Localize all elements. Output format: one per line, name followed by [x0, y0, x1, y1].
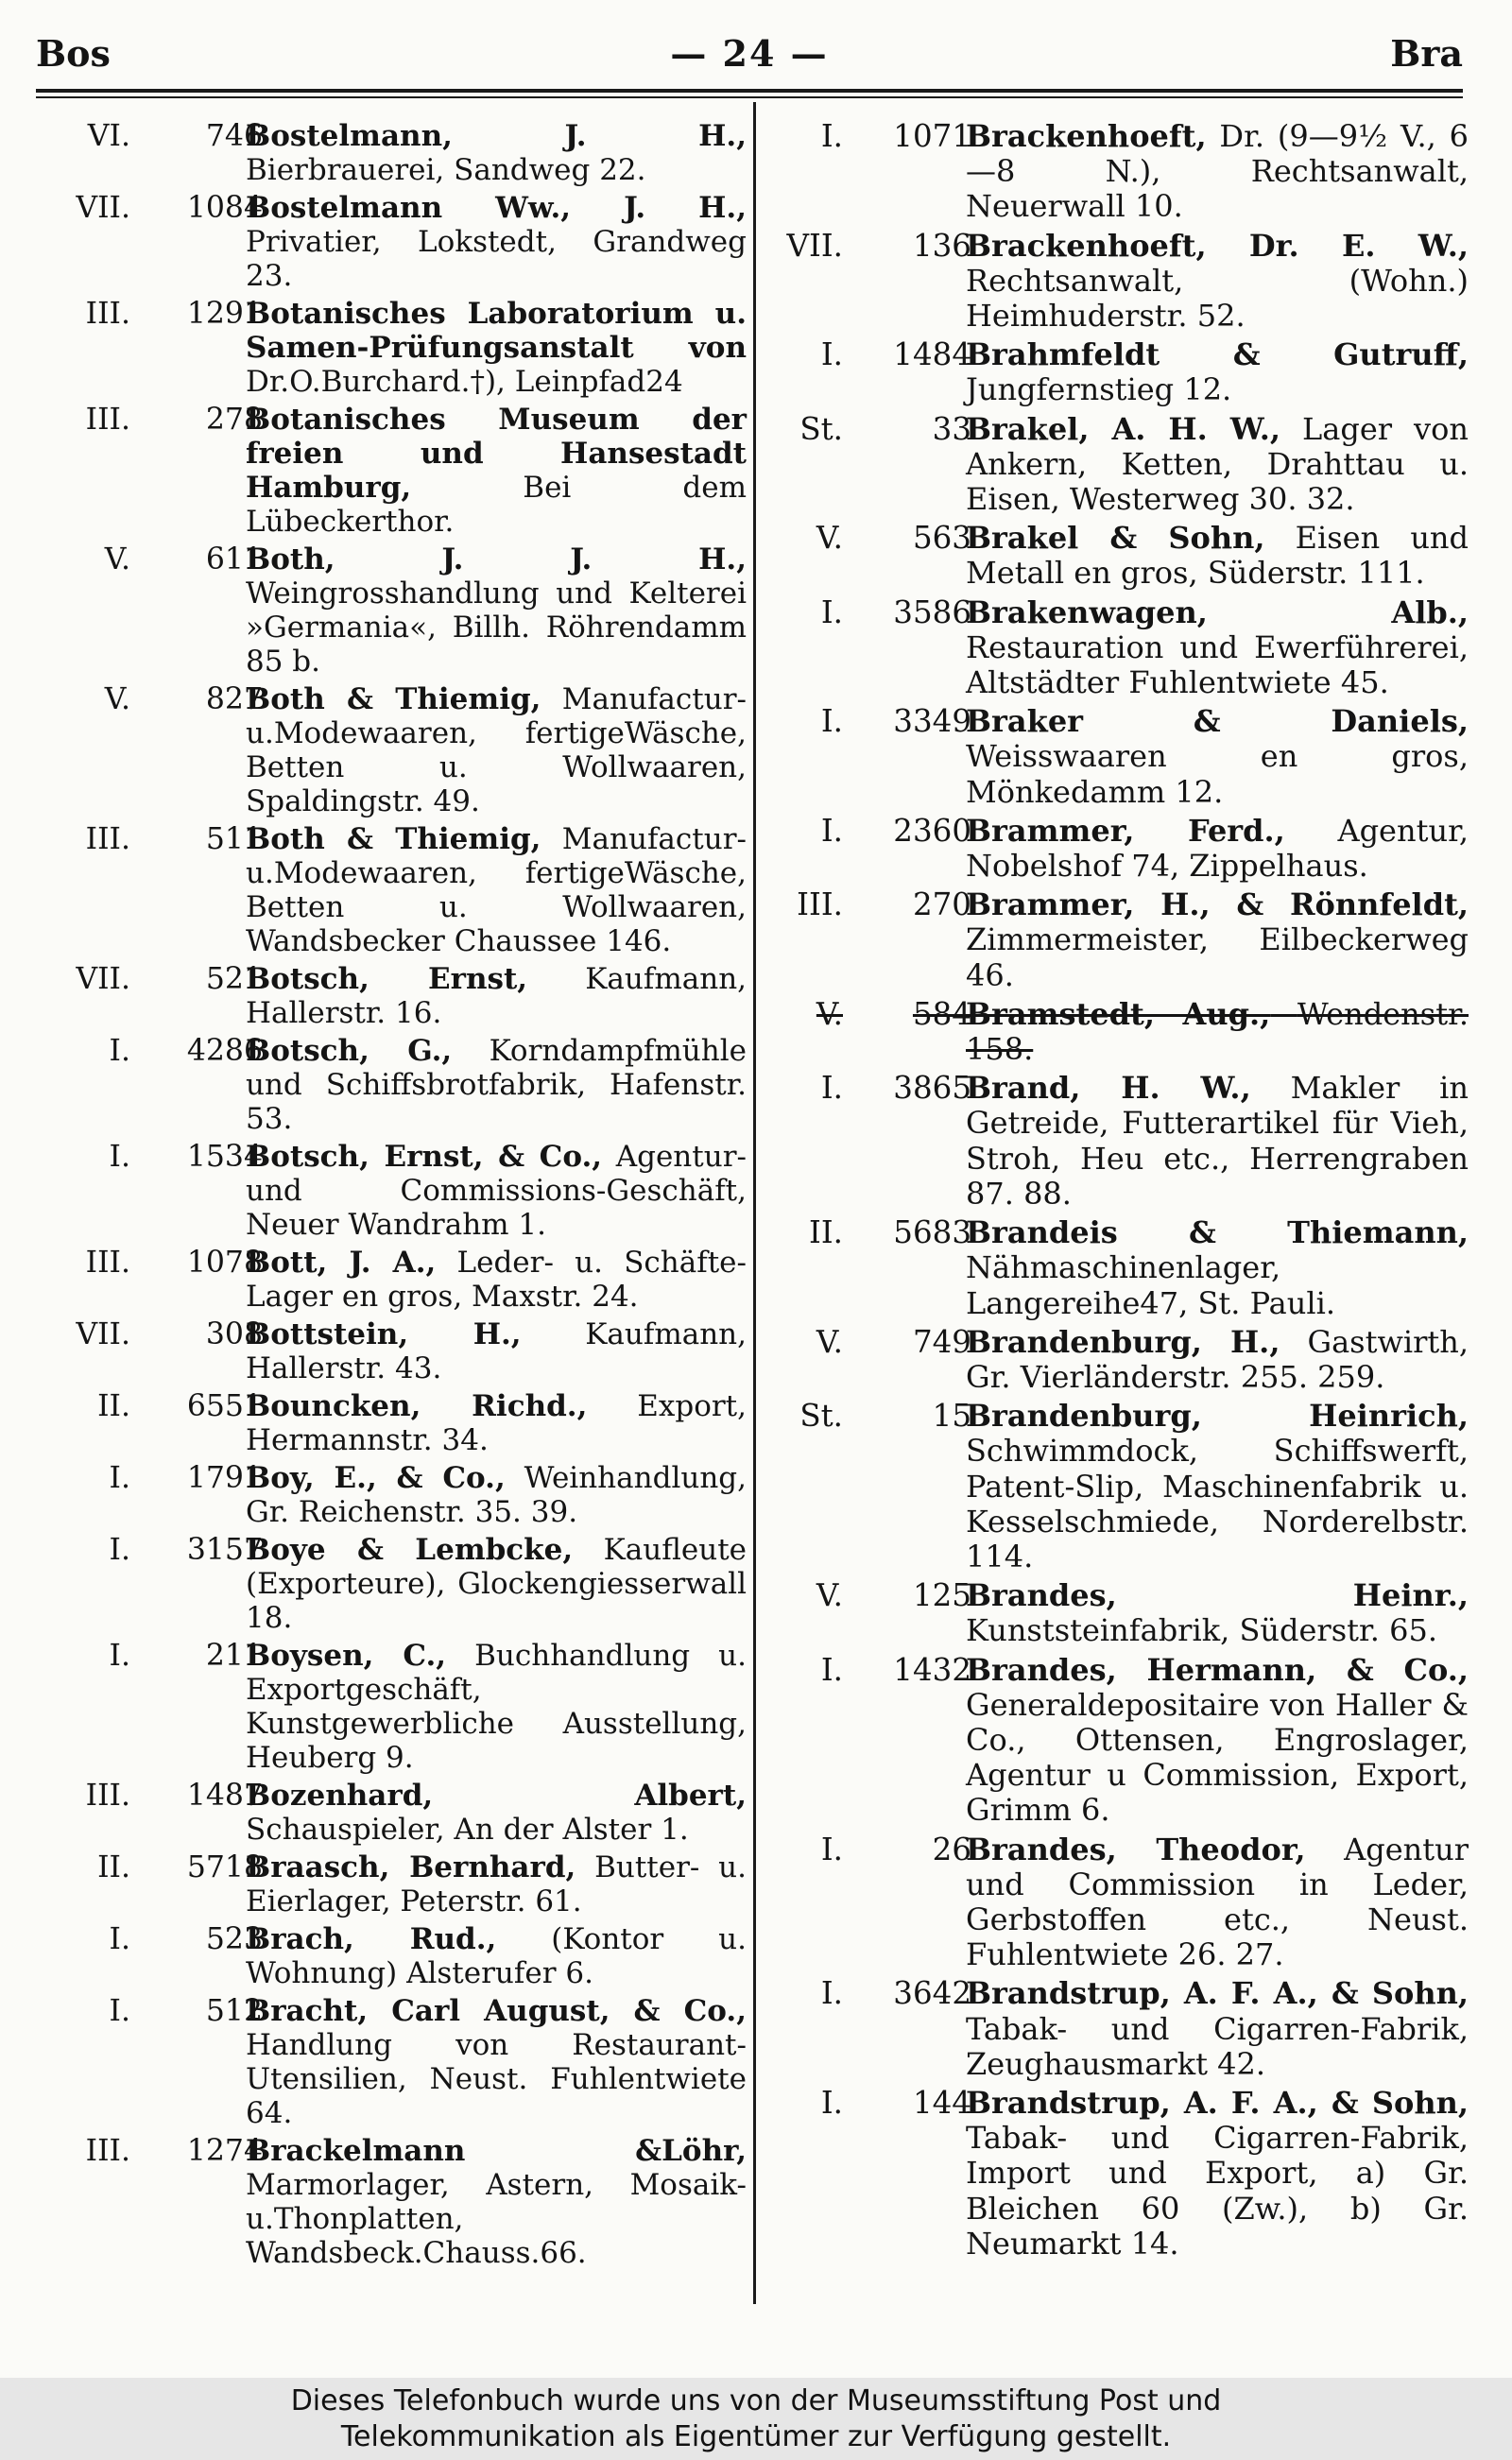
directory-entry [36, 1779, 747, 1847]
entry-details: Agentur- und Commissions-Geschäft, Neuer Wandrahm 1. [246, 1140, 747, 1242]
column-divider [753, 102, 756, 2304]
entry-name: Brandes, Hermann, & Co., [966, 1651, 1469, 1688]
entry-district: VII. [76, 191, 130, 225]
entry-phone-number: 1078 [186, 1246, 263, 1280]
header-first-entry-keyword: Bos [36, 32, 111, 75]
entry-text [966, 521, 1469, 591]
entry-phone-number: 512 [205, 1994, 263, 2028]
entry-district: V. [816, 1323, 843, 1360]
entry-name: Botsch, Ernst, [246, 962, 528, 996]
entry-district: VII. [76, 1317, 130, 1351]
entry-phone-number: 26 [932, 1831, 971, 1867]
directory-entry [36, 822, 747, 958]
entry-text [246, 1994, 747, 2130]
entry-district: I. [109, 1533, 130, 1567]
directory-entry [767, 595, 1469, 701]
directory-entry [36, 962, 747, 1030]
entry-details: Handlung von Restaurant-Utensilien, Neust. Fuhlentwiete 64. [246, 2028, 747, 2130]
entry-details: Kaufleute (Exporteure), Glockengiesserwall 18. [246, 1533, 747, 1635]
entry-name: Boysen, C., [246, 1639, 447, 1673]
entry-district: I. [109, 1461, 130, 1495]
entry-district: I. [820, 703, 843, 740]
entry-district: VII. [786, 227, 843, 264]
entry-phone-number: 5718 [186, 1850, 263, 1884]
directory-entry [36, 403, 747, 539]
directory-entry [36, 1533, 747, 1635]
entry-name: Bottstein, H., [246, 1317, 522, 1351]
directory-entry [36, 1034, 747, 1136]
directory-entry [36, 682, 747, 818]
directory-entry [767, 337, 1469, 407]
entry-district: I. [820, 1070, 843, 1107]
entry-district: V. [104, 542, 130, 576]
entry-text [246, 1140, 747, 1242]
entry-name: Brackelmann &Löhr, [246, 2134, 747, 2168]
entry-phone-number: 746 [205, 119, 263, 153]
directory-entry [36, 1317, 747, 1385]
directory-entry [36, 1246, 747, 1314]
entry-name: Brach, Rud., [246, 1922, 497, 1956]
directory-entry [36, 1639, 747, 1775]
entry-phone-number: 308 [205, 1317, 263, 1351]
entry-text [246, 1533, 747, 1635]
entry-text [246, 962, 747, 1030]
entry-district: I. [820, 1975, 843, 2012]
entry-name: Bramstedt, Aug., [966, 995, 1271, 1032]
directory-entry [767, 887, 1469, 993]
entry-district: I. [109, 1922, 130, 1956]
entry-text [246, 1317, 747, 1385]
entry-text [246, 682, 747, 818]
directory-entry [767, 704, 1469, 810]
entry-name: Brandes, Theodor, [966, 1831, 1306, 1867]
entry-name: Braker & Daniels, [966, 703, 1469, 740]
entry-name: Brackenhoeft, Dr. E. W., [966, 227, 1469, 264]
entry-district: III. [85, 1246, 130, 1280]
entry-phone-number: 211 [205, 1639, 263, 1673]
entry-district: III. [85, 822, 130, 856]
entry-phone-number: 33 [932, 410, 971, 447]
entry-text [966, 1578, 1469, 1648]
entry-district: St. [799, 1398, 843, 1435]
entry-phone-number: 1432 [893, 1651, 971, 1688]
entry-name: Bozenhard, Albert, [246, 1779, 747, 1813]
directory-entry [36, 1850, 747, 1918]
entry-text [966, 412, 1469, 518]
directory-entry [767, 1215, 1469, 1321]
entry-district: III. [85, 2134, 130, 2168]
entry-details: Kaufmann, Hallerstr. 43. [246, 1317, 747, 1385]
entry-details: Buchhandlung u. Exportgeschäft, Kunstgewerbliche Ausstellung, Heuberg 9. [246, 1639, 747, 1775]
entry-name: Both, J. J. H., [246, 542, 747, 576]
entry-text [246, 1779, 747, 1847]
entry-district: VII. [76, 962, 130, 996]
entry-phone-number: 136 [912, 227, 971, 264]
entry-district: V. [816, 1577, 843, 1614]
entry-district: III. [85, 297, 130, 331]
entry-name: Brahmfeldt & Gutruff, [966, 336, 1469, 373]
entry-phone-number: 2360 [893, 812, 971, 849]
entry-details: Weinhandlung, Gr. Reichenstr. 35. 39. [246, 1461, 747, 1529]
entry-district: V. [816, 995, 843, 1032]
directory-entry [767, 2086, 1469, 2262]
header-rule-thick [36, 89, 1463, 93]
entry-phone-number: 3865 [893, 1070, 971, 1107]
entry-phone-number: 1291 [186, 297, 263, 331]
entry-phone-number: 1084 [186, 191, 263, 225]
entry-district: V. [816, 520, 843, 557]
footer-line-2: Telekommunikation als Eigentümer zur Verfügung gestellt. [340, 2420, 1172, 2453]
entry-name: Brandenburg, Heinrich, [966, 1398, 1469, 1435]
entry-phone-number: 3349 [893, 703, 971, 740]
entry-name: Brakenwagen, Alb., [966, 593, 1469, 630]
entry-details: Agentur und Commission in Leder, Gerbstoffen etc., Neust. Fuhlentwiete 26. 27. [966, 1831, 1469, 1973]
entry-phone-number: 4286 [186, 1034, 263, 1068]
entry-text [246, 1461, 747, 1529]
entry-details: Weisswaaren en gros, Mönkedamm 12. [966, 738, 1469, 810]
entry-details: Tabak- und Cigarren-Fabrik, Zeughausmarkt 42. [966, 2010, 1469, 2082]
footer-notice [0, 2378, 1512, 2460]
entry-phone-number: 1534 [186, 1140, 263, 1174]
entry-district: II. [97, 1850, 130, 1884]
entry-details: (Kontor u. Wohnung) Alsterufer 6. [246, 1922, 747, 1990]
entry-text [246, 1922, 747, 1990]
entry-district: III. [85, 403, 130, 437]
entry-phone-number: 611 [205, 542, 263, 576]
entry-details: Generaldepositaire von Haller & Co., Ottensen, Engroslager, Agentur u Commission, Export, Grimm 6. [966, 1686, 1469, 1829]
entry-text [966, 814, 1469, 884]
entry-details: Rechtsanwalt, (Wohn.) Heimhuderstr. 52. [966, 262, 1469, 335]
entry-district: I. [109, 1639, 130, 1673]
directory-entry [767, 521, 1469, 591]
entry-name: Bostelmann, J. H., [246, 119, 747, 153]
directory-entry [767, 1578, 1469, 1648]
entry-text [966, 704, 1469, 810]
entry-details: Kunststeinfabrik, Süderstr. 65. [966, 1612, 1437, 1649]
directory-entry [36, 1461, 747, 1529]
entry-text [246, 297, 747, 399]
directory-entry [36, 191, 747, 293]
entry-details: Korndampfmühle und Schiffsbrotfabrik, Hafenstr. 53. [246, 1034, 747, 1136]
entry-name: Brandstrup, A. F. A., & Sohn, [966, 2084, 1469, 2121]
entry-details: Schauspieler, An der Alster 1. [246, 1813, 689, 1847]
entry-district: III. [85, 1779, 130, 1813]
entry-text [966, 119, 1469, 225]
directory-entry [767, 1832, 1469, 1973]
entry-text [966, 1832, 1469, 1973]
entry-details: Tabak- und Cigarren-Fabrik, Import und Export, a) Gr. Bleichen 60 (Zw.), b) Gr. Neumarkt 14. [966, 2120, 1469, 2262]
directory-entry [36, 1389, 747, 1457]
directory-entry [767, 119, 1469, 225]
entry-name: Brandstrup, A. F. A., & Sohn, [966, 1975, 1469, 2012]
directory-entry [767, 997, 1469, 1067]
entry-name: Bouncken, Richd., [246, 1389, 588, 1423]
entry-name: Brackenhoeft, [966, 118, 1207, 154]
entry-phone-number: 3157 [186, 1533, 263, 1567]
entry-name: Boy, E., & Co., [246, 1461, 506, 1495]
entry-name: Brandes, Heinr., [966, 1577, 1469, 1614]
entry-text [966, 997, 1469, 1067]
directory-entry [36, 119, 747, 187]
entry-details: Lager von Ankern, Ketten, Drahttau u. Eisen, Westerweg 30. 32. [966, 410, 1469, 518]
footer-line-1: Dieses Telefonbuch wurde uns von der Museumsstiftung Post und [290, 2384, 1222, 2417]
directory-entry [767, 229, 1469, 335]
entry-text [966, 1071, 1469, 1212]
entry-district: I. [820, 812, 843, 849]
entry-details: Wendenstr. 158. [966, 995, 1469, 1068]
entry-name: Bracht, Carl August, & Co., [246, 1994, 747, 2028]
page-header [36, 28, 1463, 77]
header-rule-thin [36, 96, 1463, 98]
entry-text [966, 2086, 1469, 2262]
entry-text [246, 403, 747, 539]
entry-text [966, 337, 1469, 407]
entry-name: Braasch, Bernhard, [246, 1850, 576, 1884]
directory-entry [36, 1140, 747, 1242]
entry-phone-number: 270 [912, 886, 971, 923]
entry-details: Agentur, Nobelshof 74, Zippelhaus. [966, 812, 1469, 885]
entry-phone-number: 1484 [893, 336, 971, 373]
entry-name: Botsch, Ernst, & Co., [246, 1140, 603, 1174]
entry-phone-number: 15 [932, 1398, 971, 1435]
entry-phone-number: 1071 [893, 118, 971, 154]
directory-entry [767, 1071, 1469, 1212]
entry-text [246, 119, 747, 187]
entry-phone-number: 278 [205, 403, 263, 437]
entry-details: Privatier, Lokstedt, Grandweg 23. [246, 225, 747, 293]
entry-name: Both & Thiemig, [246, 682, 541, 716]
entry-name: Bott, J. A., [246, 1246, 437, 1280]
entry-text [246, 191, 747, 293]
entry-district: I. [820, 1651, 843, 1688]
entry-details: Manufactur- u.Modewaaren, fertigeWäsche, Betten u. Wollwaaren, Spaldingstr. 49. [246, 682, 747, 818]
entry-name: Brammer, Ferd., [966, 812, 1285, 849]
entry-district: I. [820, 1831, 843, 1867]
directory-entry [36, 1994, 747, 2130]
entry-name: Brakel & Sohn, [966, 520, 1265, 557]
entry-details: Makler in Getreide, Futterartikel für Vieh, Stroh, Heu etc., Herrengraben 87. 88. [966, 1070, 1469, 1212]
entry-details: Jungfernstieg 12. [966, 371, 1232, 408]
entry-phone-number: 144 [912, 2084, 971, 2121]
entry-details: Zimmermeister, Eilbeckerweg 46. [966, 921, 1469, 993]
entry-phone-number: 3586 [893, 593, 971, 630]
entry-district: I. [820, 593, 843, 630]
entry-name: Brandenburg, H., [966, 1323, 1280, 1360]
entry-text [966, 1976, 1469, 2082]
entry-details: Butter- u. Eierlager, Peterstr. 61. [246, 1850, 747, 1918]
entry-name: Brammer, H., & Rönnfeldt, [966, 886, 1469, 923]
entry-details: Restauration und Ewerführerei, Altstädter Fuhlentwiete 45. [966, 628, 1469, 701]
entry-phone-number: 5683 [893, 1214, 971, 1251]
entry-district: I. [109, 1140, 130, 1174]
entry-phone-number: 521 [205, 962, 263, 996]
entry-details: Bei dem Lübeckerthor. [246, 471, 747, 539]
header-last-entry-keyword: Bra [1390, 32, 1463, 75]
directory-entry [767, 1399, 1469, 1574]
directory-entry [36, 297, 747, 399]
entry-district: I. [820, 336, 843, 373]
entry-phone-number: 511 [205, 822, 263, 856]
entry-details: Gastwirth, Gr. Vierländerstr. 255. 259. [966, 1323, 1469, 1395]
entry-name: Brand, H. W., [966, 1070, 1251, 1107]
entry-details: Leder- u. Schäfte-Lager en gros, Maxstr. 24. [246, 1246, 747, 1314]
directory-entry [767, 1976, 1469, 2082]
entry-name: Boye & Lembcke, [246, 1533, 574, 1567]
entry-district: I. [820, 118, 843, 154]
directory-entry [767, 1325, 1469, 1395]
entry-details: Nähmaschinenlager, Langereihe47, St. Pauli. [966, 1249, 1335, 1321]
directory-entry [36, 1922, 747, 1990]
entry-name: Both & Thiemig, [246, 822, 541, 856]
entry-details: Eisen und Metall en gros, Süderstr. 111. [966, 520, 1469, 592]
entry-text [966, 1653, 1469, 1829]
entry-phone-number: 3642 [893, 1975, 971, 2012]
entry-name: Botanisches Museum der freien und Hansestadt Hamburg, [246, 403, 747, 505]
entry-details: Manufactur- u.Modewaaren, fertigeWäsche, Betten u. Wollwaaren, Wandsbecker Chaussee 146. [246, 822, 747, 958]
entry-district: St. [799, 410, 843, 447]
entry-name: Bostelmann Ww., J. H., [246, 191, 747, 225]
entry-text [246, 542, 747, 679]
entry-phone-number: 584 [912, 995, 971, 1032]
entry-district: II. [808, 1214, 843, 1251]
directory-entry [767, 1653, 1469, 1829]
entry-phone-number: 6551 [186, 1389, 263, 1423]
entry-district: I. [109, 1034, 130, 1068]
entry-name: Botanisches Laboratorium u. Samen-Prüfungsanstalt von [246, 297, 747, 365]
page-number: — 24 — [670, 32, 829, 75]
entry-text [966, 1325, 1469, 1395]
entry-text [246, 822, 747, 958]
directory-entry [767, 412, 1469, 518]
entry-phone-number: 827 [205, 682, 263, 716]
entry-details: Bierbrauerei, Sandweg 22. [246, 153, 646, 187]
directory-entry [36, 542, 747, 679]
entry-phone-number: 1274 [186, 2134, 263, 2168]
entry-district: II. [97, 1389, 130, 1423]
entry-text [246, 1639, 747, 1775]
entry-details: Kaufmann, Hallerstr. 16. [246, 962, 747, 1030]
entry-name: Botsch, G., [246, 1034, 453, 1068]
entry-text [966, 887, 1469, 993]
entry-text [966, 1399, 1469, 1574]
entry-text [966, 1215, 1469, 1321]
entry-district: III. [797, 886, 843, 923]
entry-text [246, 2134, 747, 2270]
directory-entry [767, 814, 1469, 884]
entry-phone-number: 749 [912, 1323, 971, 1360]
entry-text [246, 1246, 747, 1314]
entry-district: V. [104, 682, 130, 716]
entry-district: I. [820, 2084, 843, 2121]
entry-text [966, 595, 1469, 701]
left-column [36, 119, 747, 2274]
right-column [767, 119, 1469, 2265]
entry-details: Export, Hermannstr. 34. [246, 1389, 747, 1457]
entry-phone-number: 125 [912, 1577, 971, 1614]
entry-name: Brakel, A. H. W., [966, 410, 1280, 447]
entry-district: VI. [87, 119, 130, 153]
entry-text [246, 1389, 747, 1457]
directory-entry [36, 2134, 747, 2270]
entry-text [246, 1034, 747, 1136]
entry-details: Dr. (9—9½ V., 6—8 N.), Rechtsanwalt, Neuerwall 10. [966, 118, 1469, 225]
entry-text [246, 1850, 747, 1918]
entry-details: Dr.O.Burchard.†), Leinpfad24 [246, 365, 683, 399]
entry-phone-number: 1791 [186, 1461, 263, 1495]
entry-details: Weingrosshandlung und Kelterei »Germania«, Billh. Röhrendamm 85 b. [246, 576, 747, 679]
entry-text [966, 229, 1469, 335]
entry-details: Marmorlager, Astern, Mosaik- u.Thonplatten, Wandsbeck.Chauss.66. [246, 2168, 747, 2270]
entry-details: Schwimmdock, Schiffswerft, Patent-Slip, Maschinenfabrik u. Kesselschmiede, Norderelbstr. 114. [966, 1433, 1469, 1574]
entry-name: Brandeis & Thiemann, [966, 1214, 1469, 1251]
entry-phone-number: 563 [912, 520, 971, 557]
entry-district: I. [109, 1994, 130, 2028]
entry-phone-number: 1487 [186, 1779, 263, 1813]
entry-phone-number: 523 [205, 1922, 263, 1956]
